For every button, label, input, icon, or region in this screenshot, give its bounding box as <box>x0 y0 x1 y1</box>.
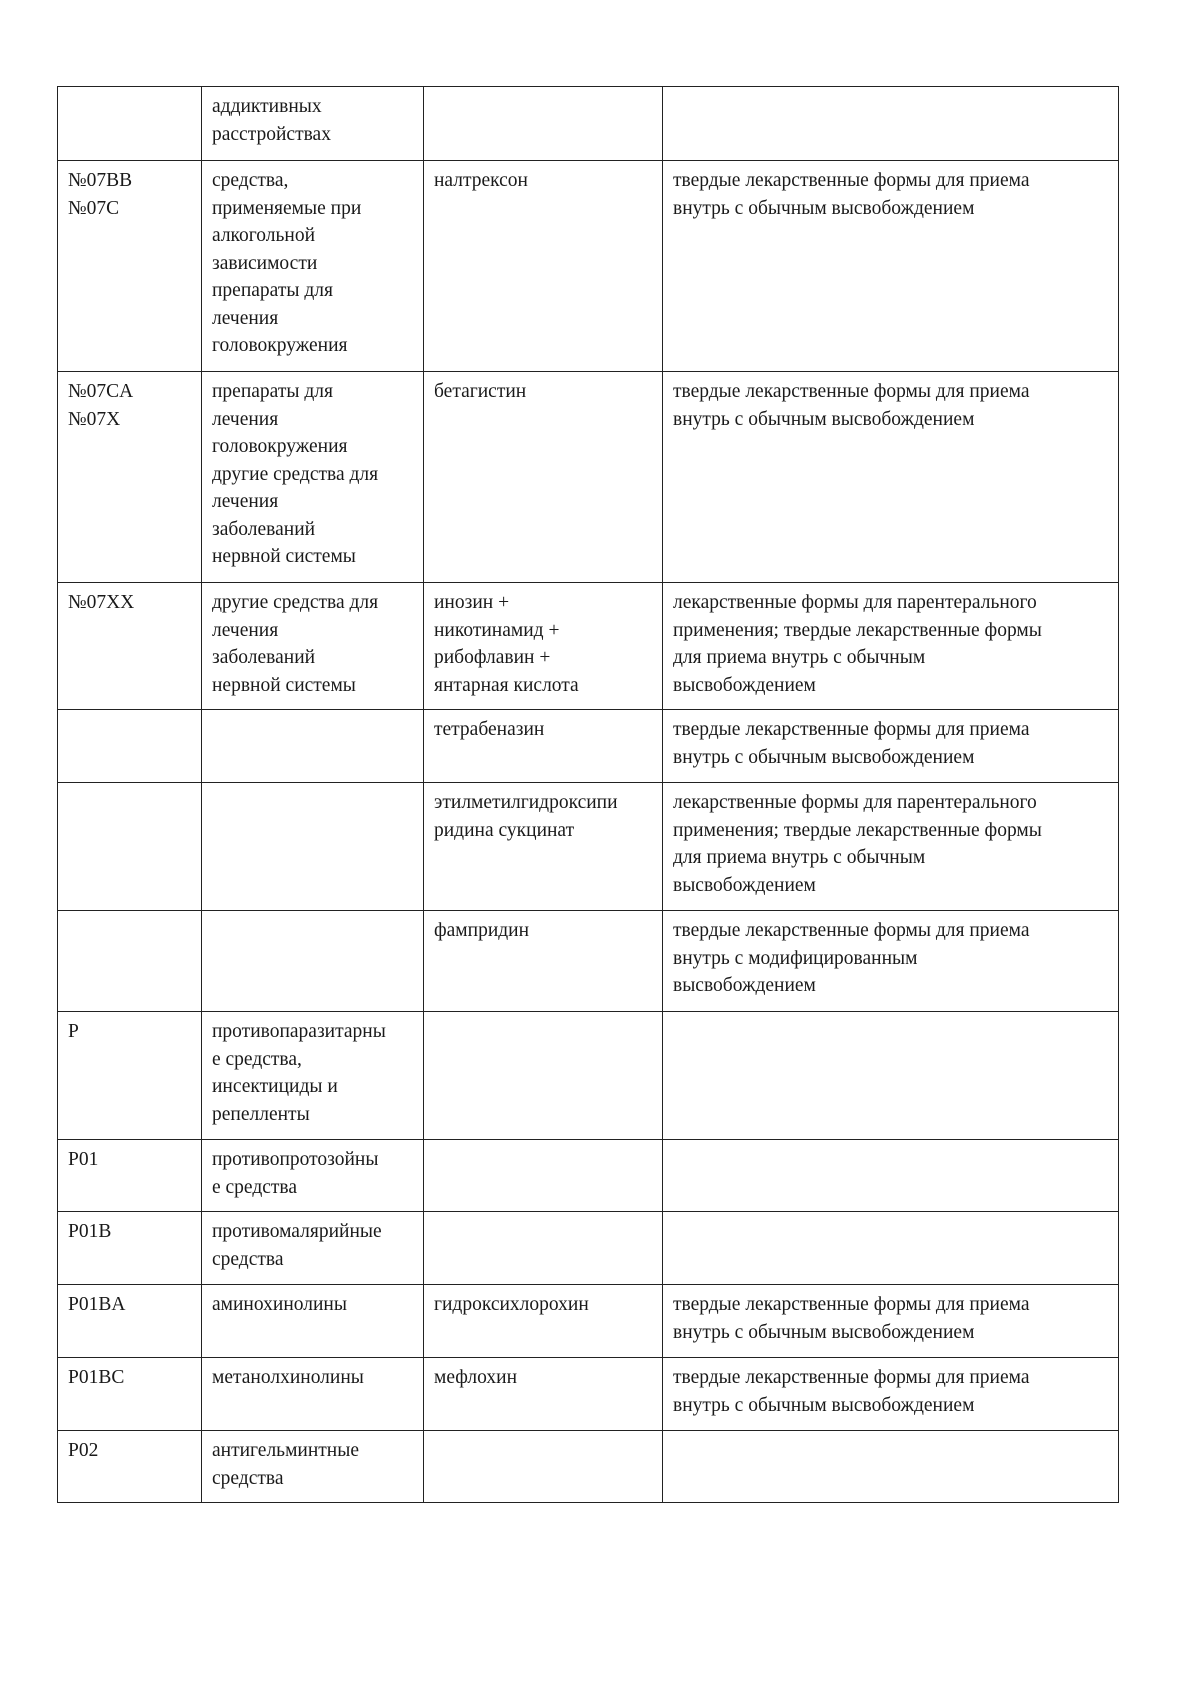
drug-name-cell <box>424 1212 663 1285</box>
cell-text-line: P01 <box>68 1149 99 1170</box>
cell-text-line: е средства <box>212 1176 298 1198</box>
group-name-cell <box>202 911 424 1012</box>
group-name-cell <box>202 87 424 161</box>
cell-text-line: репелленты <box>212 1103 310 1125</box>
cell-text-line: №07BB <box>68 170 133 191</box>
cell-text-line: никотинамид + <box>434 619 560 641</box>
cell-text-line: заболеваний <box>212 647 316 668</box>
cell-text-line: противомалярийные <box>212 1221 382 1242</box>
group-name-cell <box>202 1358 424 1431</box>
cell-text-line: №07CA <box>68 381 134 402</box>
cell-text-line: янтарная кислота <box>434 674 579 696</box>
drug-name-cell <box>424 87 663 161</box>
atc-code-cell <box>58 583 202 710</box>
group-name-cell <box>202 583 424 710</box>
dosage-form-cell <box>663 911 1119 1012</box>
drug-name-cell <box>424 161 663 372</box>
cell-text-line: нервной системы <box>212 546 356 567</box>
group-name-cell <box>202 1431 424 1503</box>
cell-text-line: головокружения <box>212 436 348 457</box>
cell-text-line: лечения <box>212 491 279 512</box>
drug-name-cell <box>424 1012 663 1140</box>
dosage-form-cell <box>663 372 1119 583</box>
cell-text-line: средства <box>212 1467 284 1489</box>
atc-code-cell <box>58 1140 202 1212</box>
table-body <box>58 87 1119 1503</box>
cell-text-line: твердые лекарственные формы для приема <box>673 170 1030 191</box>
table-row <box>58 87 1119 161</box>
cell-text-line: №07X <box>68 408 121 430</box>
group-name-cell <box>202 1140 424 1212</box>
cell-text-line: головокружения <box>212 335 348 356</box>
atc-code-cell <box>58 1358 202 1431</box>
cell-text-line: рибофлавин + <box>434 647 551 668</box>
table-row <box>58 710 1119 783</box>
atc-code-cell <box>58 1012 202 1140</box>
dosage-form-cell <box>663 710 1119 783</box>
cell-text-line: №07C <box>68 197 120 219</box>
cell-text-line: применения; твердые лекарственные формы <box>673 819 1042 841</box>
cell-text-line: средства <box>212 1248 284 1270</box>
table-row <box>58 783 1119 911</box>
dosage-form-cell <box>663 1012 1119 1140</box>
dosage-form-cell <box>663 1358 1119 1431</box>
cell-text-line: применяемые при <box>212 197 362 219</box>
atc-code-cell <box>58 1212 202 1285</box>
cell-text-line: тетрабеназин <box>434 719 545 740</box>
drug-name-cell <box>424 710 663 783</box>
atc-code-cell <box>58 161 202 372</box>
cell-text-line: внутрь с обычным высвобождением <box>673 746 975 768</box>
cell-text-line: P01BC <box>68 1367 125 1388</box>
table-row <box>58 1140 1119 1212</box>
cell-text-line: внутрь с обычным высвобождением <box>673 197 975 219</box>
table-row <box>58 911 1119 1012</box>
cell-text-line: высвобождением <box>673 674 816 696</box>
atc-code-cell <box>58 783 202 911</box>
cell-text-line: противопаразитарны <box>212 1021 386 1042</box>
drug-name-cell <box>424 583 663 710</box>
cell-text-line: налтрексон <box>434 170 528 191</box>
table-row <box>58 161 1119 372</box>
medication-table <box>57 86 1119 1503</box>
cell-text-line: фампридин <box>434 920 530 941</box>
cell-text-line: алкогольной <box>212 225 316 246</box>
table-row <box>58 583 1119 710</box>
cell-text-line: твердые лекарственные формы для приема <box>673 920 1030 941</box>
cell-text-line: инозин + <box>434 592 510 613</box>
atc-code-cell <box>58 1431 202 1503</box>
cell-text-line: другие средства для <box>212 592 379 613</box>
drug-name-cell <box>424 372 663 583</box>
cell-text-line: внутрь с обычным высвобождением <box>673 1321 975 1343</box>
cell-text-line: №07XX <box>68 592 135 613</box>
dosage-form-cell <box>663 783 1119 911</box>
cell-text-line: внутрь с обычным высвобождением <box>673 1394 975 1416</box>
atc-code-cell <box>58 372 202 583</box>
drug-name-cell <box>424 1431 663 1503</box>
cell-text-line: твердые лекарственные формы для приема <box>673 1294 1030 1315</box>
drug-name-cell <box>424 783 663 911</box>
group-name-cell <box>202 161 424 372</box>
group-name-cell <box>202 1285 424 1358</box>
drug-name-cell <box>424 1140 663 1212</box>
dosage-form-cell <box>663 161 1119 372</box>
drug-name-cell <box>424 1358 663 1431</box>
cell-text-line: инсектициды и <box>212 1076 338 1097</box>
cell-text-line: твердые лекарственные формы для приема <box>673 719 1030 740</box>
cell-text-line: метанолхинолины <box>212 1367 364 1388</box>
cell-text-line: этилметилгидроксипи <box>434 792 618 813</box>
cell-text-line: высвобождением <box>673 874 816 896</box>
dosage-form-cell <box>663 1140 1119 1212</box>
atc-code-cell <box>58 710 202 783</box>
cell-text-line: применения; твердые лекарственные формы <box>673 619 1042 641</box>
cell-text-line: лекарственные формы для парентерального <box>673 792 1037 813</box>
table-row <box>58 1012 1119 1140</box>
group-name-cell <box>202 1212 424 1285</box>
cell-text-line: гидроксихлорохин <box>434 1294 589 1315</box>
dosage-form-cell <box>663 1285 1119 1358</box>
cell-text-line: для приема внутрь с обычным <box>673 847 926 868</box>
group-name-cell <box>202 372 424 583</box>
cell-text-line: твердые лекарственные формы для приема <box>673 381 1030 402</box>
dosage-form-cell <box>663 1431 1119 1503</box>
group-name-cell <box>202 1012 424 1140</box>
table-row <box>58 372 1119 583</box>
atc-code-cell <box>58 1285 202 1358</box>
cell-text-line: средства, <box>212 170 289 191</box>
table-row <box>58 1358 1119 1431</box>
group-name-cell <box>202 710 424 783</box>
dosage-form-cell <box>663 87 1119 161</box>
cell-text-line: ридина сукцинат <box>434 819 575 841</box>
dosage-form-cell <box>663 1212 1119 1285</box>
cell-text-line: бетагистин <box>434 381 527 402</box>
cell-text-line: внутрь с обычным высвобождением <box>673 408 975 430</box>
cell-text-line: лечения <box>212 307 279 329</box>
cell-text-line: лечения <box>212 619 279 641</box>
cell-text-line: заболеваний <box>212 518 316 540</box>
dosage-form-cell <box>663 583 1119 710</box>
cell-text-line: е средства, <box>212 1048 302 1070</box>
drug-name-cell <box>424 1285 663 1358</box>
cell-text-line: лечения <box>212 408 279 430</box>
table-row <box>58 1212 1119 1285</box>
table-row <box>58 1285 1119 1358</box>
cell-text-line: P01BA <box>68 1294 126 1315</box>
cell-text-line: P02 <box>68 1440 99 1461</box>
cell-text-line: препараты для <box>212 280 333 301</box>
cell-text-line: лекарственные формы для парентерального <box>673 592 1037 613</box>
cell-text-line: нервной системы <box>212 674 356 696</box>
table-row <box>58 1431 1119 1503</box>
cell-text-line: антигельминтные <box>212 1440 359 1461</box>
cell-text-line: расстройствах <box>212 123 331 145</box>
cell-text-line: для приема внутрь с обычным <box>673 647 926 668</box>
cell-text-line: мефлохин <box>434 1367 517 1388</box>
cell-text-line: внутрь с модифицированным <box>673 947 918 969</box>
cell-text-line: препараты для <box>212 381 333 402</box>
cell-text-line: P <box>68 1021 79 1042</box>
atc-code-cell <box>58 911 202 1012</box>
cell-text-line: зависимости <box>212 252 318 274</box>
atc-code-cell <box>58 87 202 161</box>
cell-text-line: твердые лекарственные формы для приема <box>673 1367 1030 1388</box>
cell-text-line: P01B <box>68 1221 112 1242</box>
cell-text-line: другие средства для <box>212 463 379 485</box>
cell-text-line: аддиктивных <box>212 96 322 117</box>
drug-name-cell <box>424 911 663 1012</box>
cell-text-line: высвобождением <box>673 975 816 996</box>
cell-text-line: аминохинолины <box>212 1294 347 1315</box>
group-name-cell <box>202 783 424 911</box>
cell-text-line: противопротозойны <box>212 1149 379 1170</box>
